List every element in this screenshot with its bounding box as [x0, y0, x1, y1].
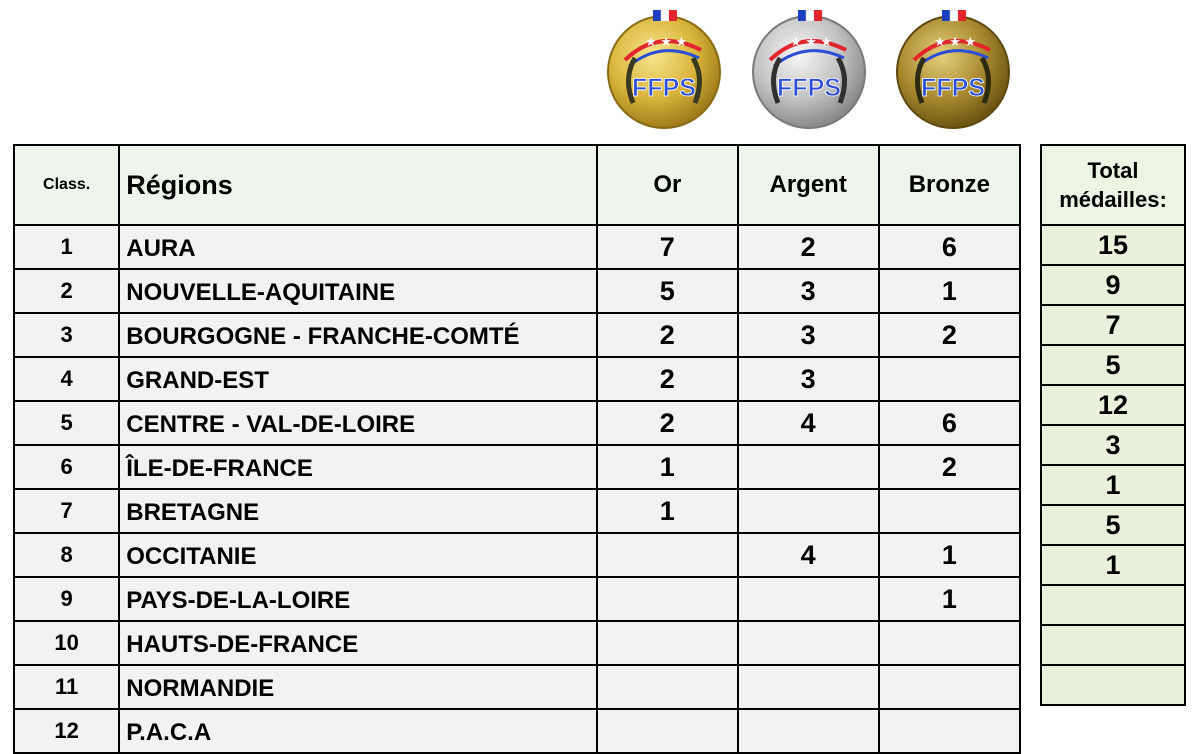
bronze-count-cell: 1 [879, 533, 1020, 577]
header-silver: Argent [738, 145, 879, 225]
totals-row [1041, 465, 1185, 505]
total-medals-cell: 1 [1041, 465, 1185, 505]
total-medals-cell: 5 [1041, 345, 1185, 385]
totals-row [1041, 305, 1185, 345]
region-cell: NORMANDIE [119, 665, 597, 709]
silver-count-cell [738, 489, 879, 533]
rank-cell: 6 [14, 445, 119, 489]
table-row [14, 269, 1020, 313]
silver-count-cell [738, 445, 879, 489]
totals-row [1041, 545, 1185, 585]
silver-count-cell: 4 [738, 401, 879, 445]
totals-row [1041, 505, 1185, 545]
total-medals-cell [1041, 665, 1185, 705]
header-gold: Or [597, 145, 738, 225]
gold-count-cell [597, 665, 738, 709]
bronze-count-cell [879, 489, 1020, 533]
rank-cell: 2 [14, 269, 119, 313]
rank-cell: 3 [14, 313, 119, 357]
bronze-count-cell: 6 [879, 225, 1020, 269]
totals-row [1041, 345, 1185, 385]
bronze-count-cell [879, 665, 1020, 709]
region-cell: BRETAGNE [119, 489, 597, 533]
region-cell: OCCITANIE [119, 533, 597, 577]
region-cell: GRAND-EST [119, 357, 597, 401]
header-region: Régions [119, 145, 597, 225]
rank-cell: 8 [14, 533, 119, 577]
total-medals-cell [1041, 625, 1185, 665]
bronze-count-cell: 2 [879, 313, 1020, 357]
region-cell: AURA [119, 225, 597, 269]
medal-logo-text: FFPS [632, 74, 696, 102]
table-row [14, 357, 1020, 401]
bronze-count-cell: 2 [879, 445, 1020, 489]
gold-count-cell [597, 577, 738, 621]
gold-count-cell: 1 [597, 445, 738, 489]
total-medals-cell: 1 [1041, 545, 1185, 585]
gold-count-cell [597, 621, 738, 665]
rank-cell: 11 [14, 665, 119, 709]
header-total-line1: Total [1087, 158, 1139, 183]
region-cell: ÎLE-DE-FRANCE [119, 445, 597, 489]
medal-logo-text: FFPS [921, 74, 985, 102]
totals-row [1041, 225, 1185, 265]
silver-count-cell [738, 577, 879, 621]
table-row [14, 621, 1020, 665]
region-cell: CENTRE - VAL-DE-LOIRE [119, 401, 597, 445]
ranking-table [13, 144, 1021, 754]
totals-row [1041, 265, 1185, 305]
bronze-count-cell [879, 621, 1020, 665]
gold-count-cell: 1 [597, 489, 738, 533]
total-medals-cell: 9 [1041, 265, 1185, 305]
totals-row [1041, 425, 1185, 465]
silver-count-cell: 3 [738, 357, 879, 401]
total-medals-cell: 15 [1041, 225, 1185, 265]
rank-cell: 1 [14, 225, 119, 269]
bronze-count-cell [879, 357, 1020, 401]
header-rank: Class. [14, 145, 119, 225]
header-bronze: Bronze [879, 145, 1020, 225]
rank-cell: 7 [14, 489, 119, 533]
bronze-count-cell: 1 [879, 577, 1020, 621]
table-row [14, 313, 1020, 357]
gold-medal-icon [603, 8, 725, 130]
gold-count-cell: 2 [597, 357, 738, 401]
totals-row [1041, 625, 1185, 665]
table-row [14, 533, 1020, 577]
total-medals-cell: 7 [1041, 305, 1185, 345]
svg-text:★ ★ ★: ★ ★ ★ [645, 34, 688, 49]
silver-count-cell: 3 [738, 313, 879, 357]
header-total [1041, 145, 1185, 225]
gold-count-cell: 5 [597, 269, 738, 313]
table-row [14, 225, 1020, 269]
totals-row [1041, 585, 1185, 625]
silver-count-cell [738, 665, 879, 709]
region-cell: NOUVELLE-AQUITAINE [119, 269, 597, 313]
total-medals-cell [1041, 585, 1185, 625]
gold-count-cell: 7 [597, 225, 738, 269]
silver-count-cell [738, 621, 879, 665]
silver-count-cell: 4 [738, 533, 879, 577]
gold-count-cell: 2 [597, 401, 738, 445]
totals-header-row [1041, 145, 1185, 225]
table-header-row [14, 145, 1020, 225]
rank-cell: 9 [14, 577, 119, 621]
region-cell: BOURGOGNE - FRANCHE-COMTÉ [119, 313, 597, 357]
table-row [14, 401, 1020, 445]
region-cell: HAUTS-DE-FRANCE [119, 621, 597, 665]
silver-count-cell: 2 [738, 225, 879, 269]
totals-row [1041, 665, 1185, 705]
gold-count-cell: 2 [597, 313, 738, 357]
bronze-count-cell: 1 [879, 269, 1020, 313]
rank-cell: 4 [14, 357, 119, 401]
total-medals-cell: 5 [1041, 505, 1185, 545]
rank-cell: 12 [14, 709, 119, 753]
silver-medal-icon [748, 8, 870, 130]
table-row [14, 577, 1020, 621]
svg-text:★ ★ ★: ★ ★ ★ [790, 34, 833, 49]
table-row [14, 445, 1020, 489]
medal-logo-text: FFPS [777, 74, 841, 102]
region-cell: PAYS-DE-LA-LOIRE [119, 577, 597, 621]
totals-row [1041, 385, 1185, 425]
table-row [14, 489, 1020, 533]
rank-cell: 5 [14, 401, 119, 445]
rank-cell: 10 [14, 621, 119, 665]
bronze-count-cell: 6 [879, 401, 1020, 445]
total-medals-cell: 12 [1041, 385, 1185, 425]
total-medals-cell: 3 [1041, 425, 1185, 465]
table-row [14, 665, 1020, 709]
region-cell: P.A.C.A [119, 709, 597, 753]
totals-table [1040, 144, 1186, 706]
silver-count-cell: 3 [738, 269, 879, 313]
gold-count-cell [597, 533, 738, 577]
svg-text:★ ★ ★: ★ ★ ★ [934, 34, 977, 49]
bronze-medal-icon [892, 8, 1014, 130]
header-total-line2: médailles: [1059, 187, 1167, 212]
